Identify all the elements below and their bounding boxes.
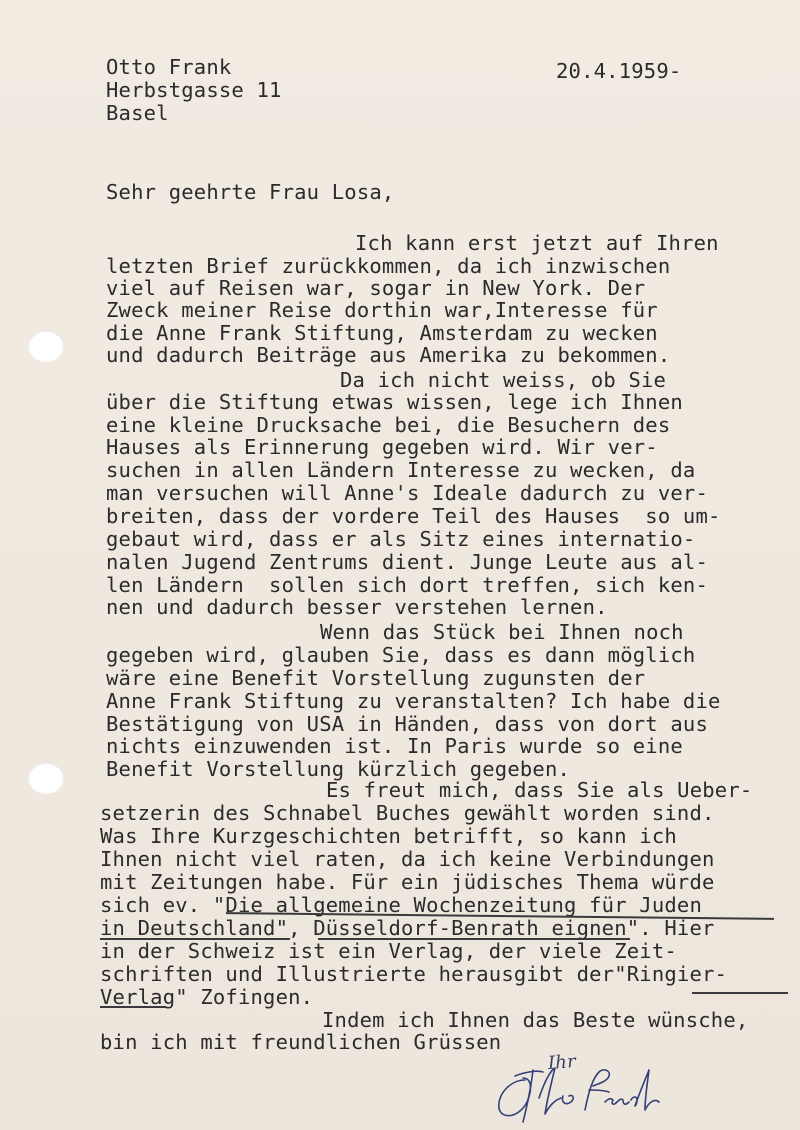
underline <box>318 938 630 940</box>
body-line: Anne Frank Stiftung zu veranstalten? Ich habe die <box>106 689 721 713</box>
body-line: breiten, dass der vordere Teil des Hauses so um- <box>106 504 721 528</box>
body-line: suchen in allen Ländern Interesse zu wecken, da <box>106 458 696 482</box>
body-line: man versuchen will Anne's Ideale dadurch zu ver- <box>106 481 709 505</box>
body-line: len Ländern sollen sich dort treffen, sich ken- <box>106 573 709 597</box>
body-line: setzerin des Schnabel Buches gewählt worden sind. <box>100 801 715 825</box>
body-line: gegeben wird, glauben Sie, dass es dann möglich <box>106 643 696 667</box>
underline <box>100 938 290 940</box>
body-line: eine kleine Drucksache bei, die Besuchern des <box>106 413 671 437</box>
body-line: Verlag" Zofingen. <box>100 985 314 1009</box>
body-line: Zweck meiner Reise dorthin war,Interesse für <box>106 298 658 322</box>
body-line: viel auf Reisen war, sogar in New York. Der <box>106 276 646 300</box>
body-line: Es freut mich, dass Sie als Ueber- <box>326 778 753 802</box>
body-line: gebaut wird, dass er als Sitz eines internatio- <box>106 527 696 551</box>
body-line: sich ev. "Die allgemeine Wochenzeitung für Juden <box>100 893 703 917</box>
salutation: Sehr geehrte Frau Losa, <box>106 180 395 204</box>
letter-date: 20.4.1959- <box>556 59 682 83</box>
body-line: bin ich mit freundlichen Grüssen <box>100 1030 502 1054</box>
underline <box>692 992 788 994</box>
body-line: Indem ich Ihnen das Beste wünsche, <box>322 1008 749 1032</box>
punch-hole <box>28 330 64 362</box>
body-line: Ihnen nicht viel raten, da ich keine Verbindungen <box>100 847 715 871</box>
underline <box>100 1006 166 1008</box>
sender-street: Herbstgasse 11 <box>106 78 282 102</box>
signature <box>485 1040 665 1130</box>
sender-city: Basel <box>106 101 169 125</box>
body-line: Hauses als Erinnerung gegeben wird. Wir ver- <box>106 435 658 459</box>
body-line: Wenn das Stück bei Ihnen noch <box>320 620 684 644</box>
body-line: Benefit Vorstellung kürzlich gegeben. <box>106 757 571 781</box>
body-line: nen und dadurch besser verstehen lernen. <box>106 595 608 619</box>
body-line: in Deutschland", Düsseldorf-Benrath eignen". Hier <box>100 916 715 940</box>
body-line: Bestätigung von USA in Händen, dass von dort aus <box>106 712 709 736</box>
body-line: letzten Brief zurückkommen, da ich inzwischen <box>106 254 671 278</box>
body-line: in der Schweiz ist ein Verlag, der viele Zeit- <box>100 939 677 963</box>
body-line: Ich kann erst jetzt auf Ihren <box>355 231 719 255</box>
punch-hole <box>28 762 64 794</box>
body-line: wäre eine Benefit Vorstellung zugunsten der <box>106 666 646 690</box>
sender-name: Otto Frank <box>106 55 232 79</box>
body-line: nichts einzuwenden ist. In Paris wurde so eine <box>106 734 683 758</box>
body-line: schriften und Illustrierte herausgibt der"Ringier- <box>100 962 728 986</box>
body-line: die Anne Frank Stiftung, Amsterdam zu wecken <box>106 321 658 345</box>
body-line: über die Stiftung etwas wissen, lege ich Ihnen <box>106 390 683 414</box>
body-line: Da ich nicht weiss, ob Sie <box>340 368 667 392</box>
body-line: Was Ihre Kurzgeschichten betrifft, so kann ich <box>100 824 677 848</box>
closing: Ihr <box>547 1051 577 1074</box>
body-line: und dadurch Beiträge aus Amerika zu bekommen. <box>106 343 671 367</box>
body-line: nalen Jugend Zentrums dient. Junge Leute aus al- <box>106 550 709 574</box>
body-line: mit Zeitungen habe. Für ein jüdisches Thema würde <box>100 870 715 894</box>
